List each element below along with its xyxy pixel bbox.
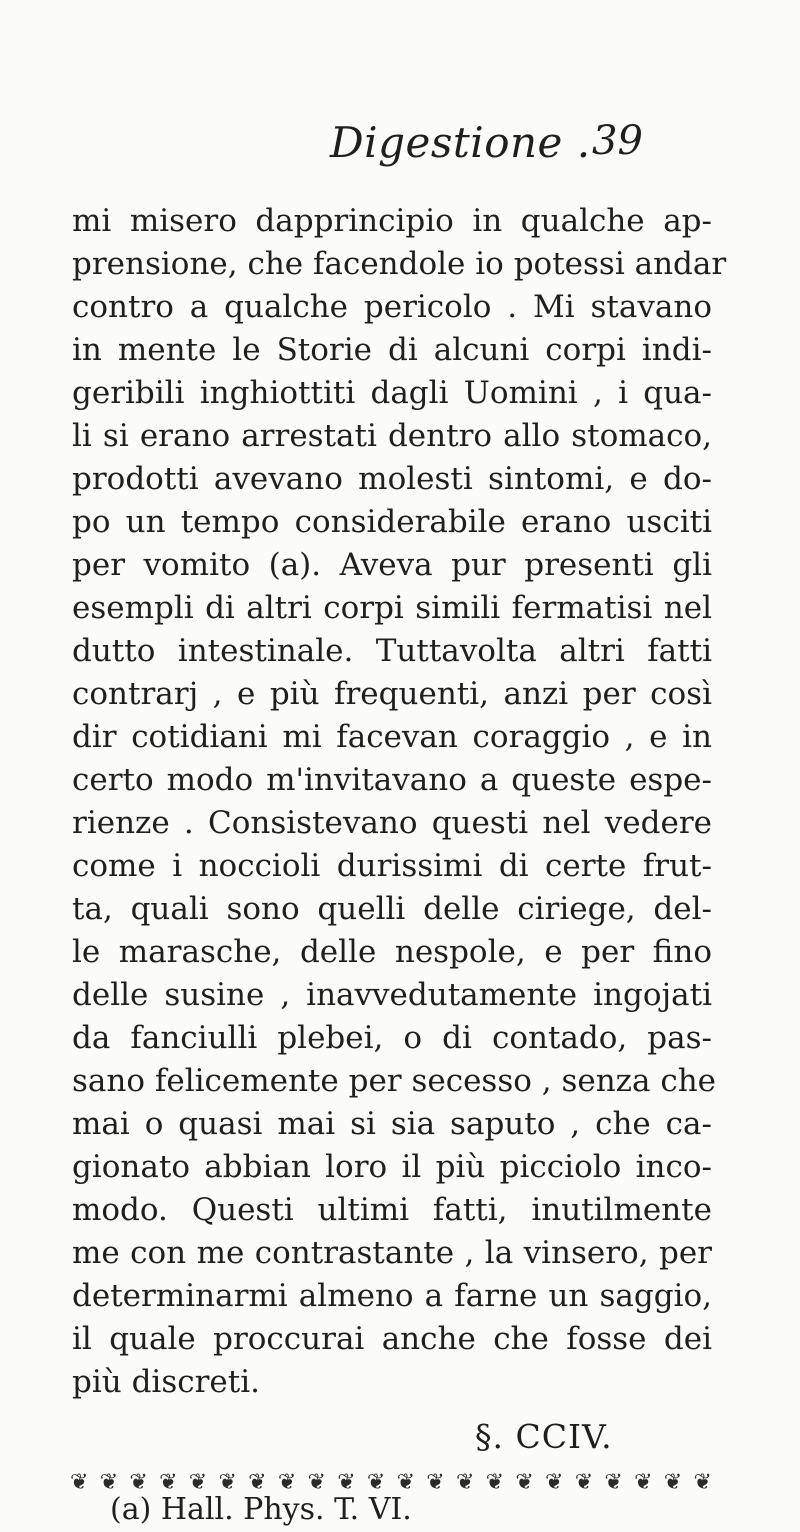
text-line: contrarj , e più frequenti, anzi per così — [72, 676, 712, 712]
page-number: 39 — [592, 118, 643, 164]
text-line: me con me contrastante , la vinsero, per — [72, 1235, 712, 1271]
fleuron-icon: ❦ — [515, 1470, 534, 1495]
fleuron-icon: ❦ — [129, 1470, 148, 1495]
fleuron-icon: ❦ — [337, 1470, 356, 1495]
text-line: come i noccioli durissimi di certe frut- — [72, 848, 712, 884]
fleuron-icon: ❦ — [545, 1470, 564, 1495]
fleuron-icon: ❦ — [574, 1470, 594, 1495]
fleuron-icon: ❦ — [455, 1470, 475, 1495]
text-line: modo. Questi ultimi fatti, inutilmente — [72, 1192, 712, 1228]
fleuron-icon: ❦ — [307, 1470, 326, 1495]
fleuron-icon: ❦ — [693, 1470, 712, 1495]
text-line: delle susine , inavvedutamente ingojati — [72, 977, 712, 1013]
text-line: rienze . Consistevano questi nel vedere — [72, 805, 712, 841]
fleuron-icon: ❦ — [159, 1470, 178, 1495]
text-line: ta, quali sono quelli delle ciriege, del- — [72, 891, 712, 927]
footnote: (a) Hall. Phys. T. VI. — [110, 1492, 412, 1527]
fleuron-icon: ❦ — [426, 1470, 445, 1495]
text-line: geribili inghiottiti dagli Uomini , i qua- — [72, 375, 712, 411]
fleuron-icon: ❦ — [396, 1470, 415, 1495]
text-line: mi misero dapprincipio in qualche ap- — [72, 203, 712, 239]
fleuron-icon: ❦ — [663, 1470, 683, 1495]
fleuron-icon: ❦ — [634, 1470, 653, 1495]
fleuron-icon: ❦ — [366, 1470, 386, 1495]
text-line-last: più discreti. — [72, 1364, 260, 1400]
text-line: il quale proccurai anche che fosse dei — [72, 1321, 712, 1357]
text-line: contro a qualche pericolo . Mi stavano — [72, 289, 712, 325]
body-text — [72, 200, 727, 1404]
text-line: prodotti avevano molesti sintomi, e do- — [72, 461, 712, 497]
text-line: dir cotidiani mi facevan coraggio , e in — [72, 719, 712, 755]
text-line: gionato abbian loro il più picciolo inco- — [72, 1149, 712, 1185]
ornamental-divider — [70, 1472, 712, 1494]
text-line: per vomito (a). Aveva pur presenti gli — [72, 547, 712, 583]
text-line: dutto intestinale. Tuttavolta altri fatti — [72, 633, 712, 669]
text-line: esempli di altri corpi simili fermatisi nel — [72, 590, 712, 626]
text-line: in mente le Storie di alcuni corpi indi- — [72, 332, 712, 368]
fleuron-icon: ❦ — [485, 1470, 505, 1495]
text-line: po un tempo considerabile erano usciti — [72, 504, 712, 540]
fleuron-icon: ❦ — [99, 1470, 119, 1495]
text-line: li si erano arrestati dentro allo stomaco, — [72, 418, 712, 454]
text-line: prensione, che facendole io potessi andar — [72, 246, 727, 282]
page-header — [330, 118, 730, 178]
fleuron-icon: ❦ — [277, 1470, 297, 1495]
text-line: certo modo m'invitavano a queste espe- — [72, 762, 712, 798]
text-line: da fanciulli plebei, o di contado, pas- — [72, 1020, 712, 1056]
text-line: le marasche, delle nespole, e per fino — [72, 934, 712, 970]
fleuron-icon: ❦ — [218, 1470, 237, 1495]
fleuron-icon: ❦ — [70, 1470, 89, 1495]
fleuron-icon: ❦ — [188, 1470, 208, 1495]
section-heading: §. CCIV. — [475, 1417, 613, 1456]
text-line: sano felicemente per secesso , senza che — [72, 1063, 717, 1099]
text-line: determinarmi almeno a farne un saggio, — [72, 1278, 712, 1314]
running-title: Digestione . — [330, 118, 591, 167]
fleuron-icon: ❦ — [248, 1470, 267, 1495]
text-line: mai o quasi mai si sia saputo , che ca- — [72, 1106, 712, 1142]
fleuron-icon: ❦ — [604, 1470, 623, 1495]
